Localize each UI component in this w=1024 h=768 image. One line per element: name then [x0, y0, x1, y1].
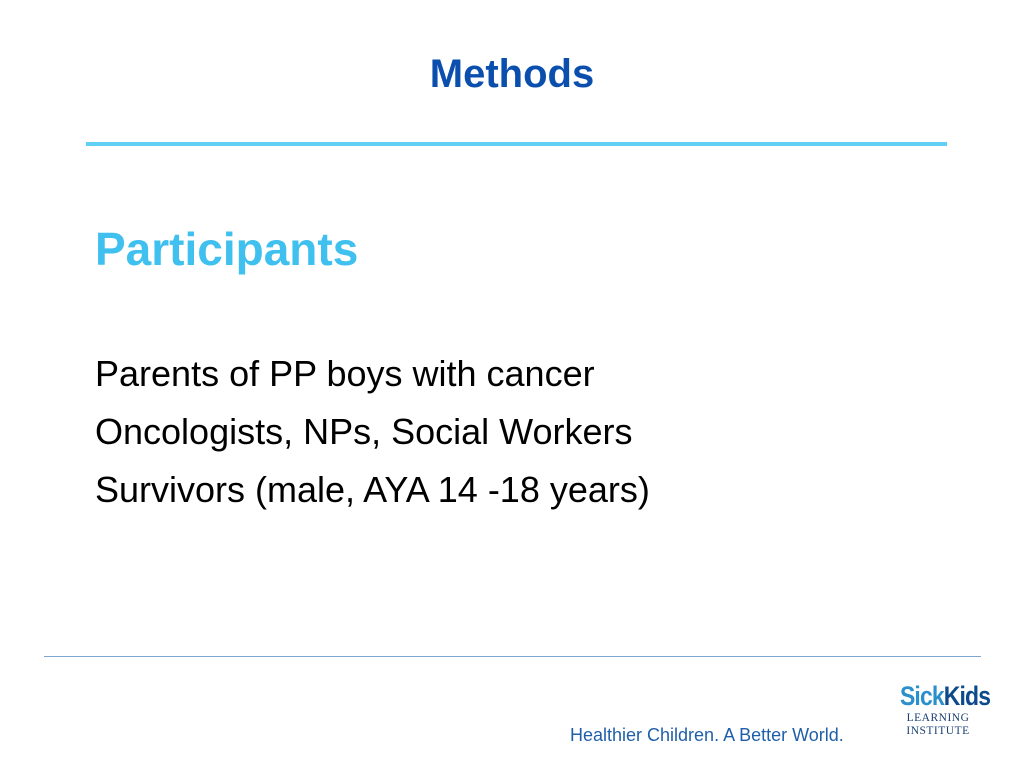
logo-line-institute: INSTITUTE [906, 725, 970, 737]
logo-wordmark [900, 680, 990, 712]
section-heading: Participants [95, 223, 359, 275]
logo-word-sick: Sick [899, 681, 944, 711]
sickkids-logo [892, 680, 991, 738]
list-item: Survivors (male, AYA 14 -18 years) [95, 469, 650, 510]
logo-word-kids: Kids [943, 681, 991, 711]
footer-divider [44, 656, 981, 657]
footer-tagline: Healthier Children. A Better World. [570, 725, 844, 745]
logo-line-learning: LEARNING [906, 712, 970, 724]
title-divider [86, 142, 947, 146]
participant-list [95, 345, 650, 519]
list-item: Oncologists, NPs, Social Workers [95, 411, 633, 452]
slide-title: Methods [429, 52, 595, 96]
list-item: Parents of PP boys with cancer [95, 353, 595, 394]
